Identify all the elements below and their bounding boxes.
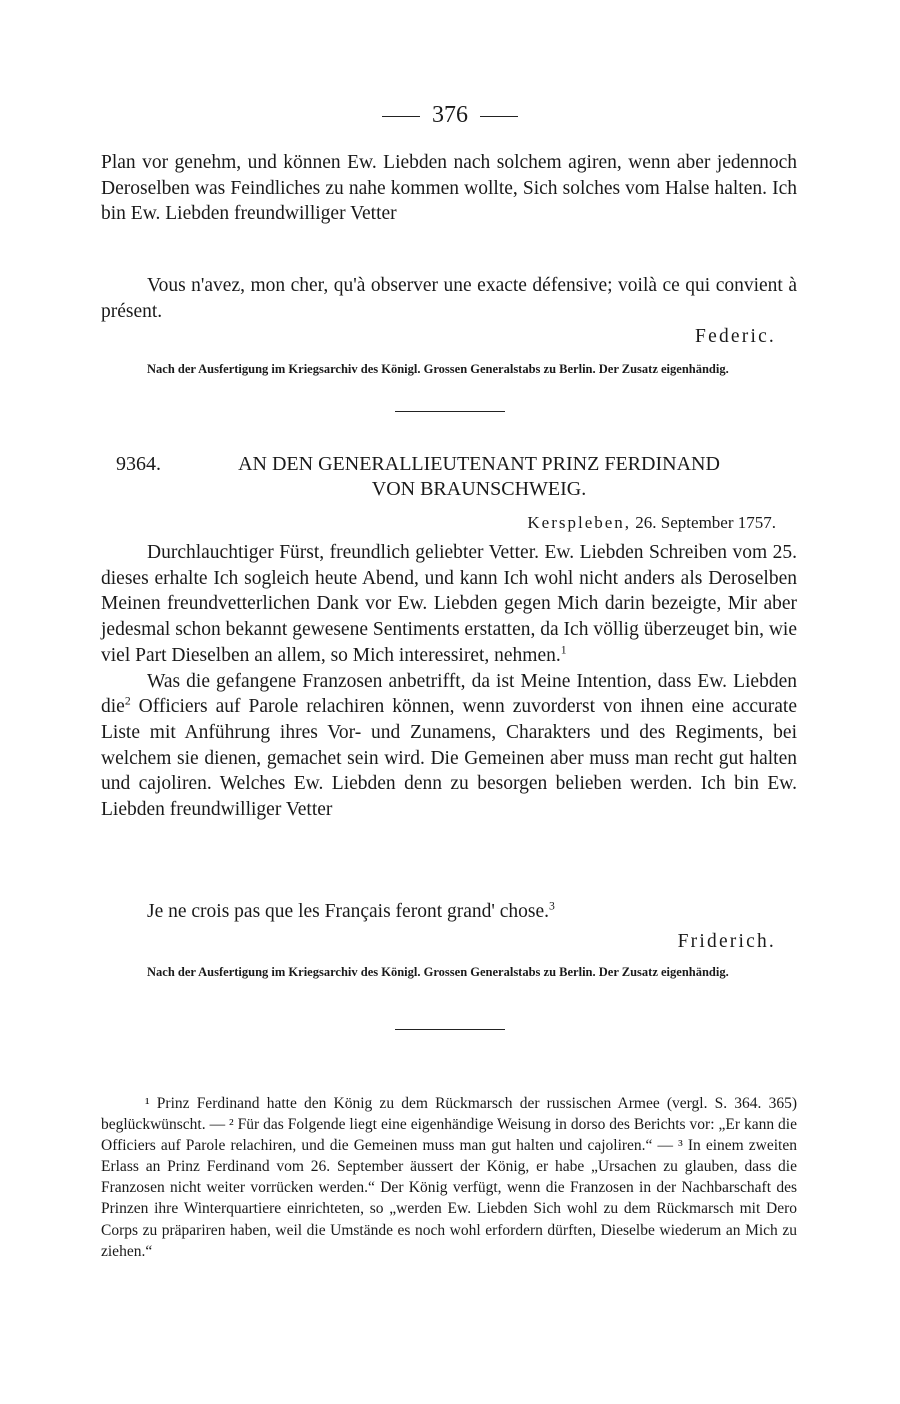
source-note-1 xyxy=(101,361,795,377)
section-divider xyxy=(395,411,505,412)
letter-heading xyxy=(101,452,797,502)
footnotes xyxy=(101,1093,797,1262)
footnote-ref-1: 1 xyxy=(560,643,567,657)
heading-line-1: AN DEN GENERALLIEUTENANT PRINZ FERDINAND xyxy=(238,453,720,475)
page-number: 376 xyxy=(432,102,468,128)
letter-body xyxy=(101,540,797,823)
paragraph-2-text-b: Officiers auf Parole relachiren können, wenn zuvorderst von ihnen eine accurate Liste mit Anführung ihres Vor- und Zunamens, Charakters und des Regiments, bei welchem sie dienen, gemachet sein wird. Die Gemeinen aber muss man recht gut halten und cajoliren. Welches Ew. Liebden denn zu besorgen belieben werden. Ich bin Ew. Liebden freundwilliger Vetter xyxy=(101,696,797,821)
letter-place: Kerspleben, xyxy=(527,513,632,532)
footnote-ref-3: 3 xyxy=(549,899,555,913)
heading-line-2: VON BRAUNSCHWEIG. xyxy=(371,478,587,500)
source-note-text: Nach der Ausfertigung im Kriegsarchiv des Königl. Grossen Generalstabs zu Berlin. Der Zusatz eigenhändig. xyxy=(147,965,729,979)
paragraph-1-text: Durchlauchtiger Fürst, freundlich geliebter Vetter. Ew. Liebden Schreiben vom 25. dieses erhalte Ich sogleich heute Abend, und kann Ich wohl nicht anders als Deroselben Meinen freundvetterlichen Dank vor Ew. Liebden gegen Mich darin bezeigte, Mir aber jedesmal schon bekannt gewesene Sentiments erstatten, da Ich völlig überzeuget bin, wie viel Part Dieselben an allem, so Mich interessiret, nehmen. xyxy=(101,542,797,666)
previous-letter-postscript xyxy=(101,273,797,324)
page-header xyxy=(0,100,900,130)
source-note-2 xyxy=(101,964,795,980)
letter-paragraph-2 xyxy=(101,669,797,823)
letter-postscript xyxy=(147,899,555,925)
letter-number: 9364. xyxy=(116,453,161,475)
previous-letter-paragraph: Plan vor genehm, und können Ew. Liebden nach solchem agiren, wenn aber jedennoch Deroselben was Feindliches zu nahe kommen wollte, Sich solches vom Halse halten. Ich bin Ew. Liebden freundwilliger Vetter xyxy=(101,152,797,225)
previous-letter-text xyxy=(101,150,797,227)
letter-dateline xyxy=(527,512,776,534)
letter-paragraph-1 xyxy=(101,540,797,669)
source-note-text: Nach der Ausfertigung im Kriegsarchiv des Königl. Grossen Generalstabs zu Berlin. Der Zusatz eigenhändig. xyxy=(147,362,729,376)
paragraph-2-text-a: Was die gefangene Franzosen anbetrifft, da ist Meine Intention, dass Ew. Liebden die xyxy=(101,670,797,718)
footnote-ref-2: 2 xyxy=(124,694,131,708)
signature-friderich: Friderich. xyxy=(677,931,776,952)
footnotes-text: ¹ Prinz Ferdinand hatte den König zu dem Rückmarsch der russischen Armee (vergl. S. 364. 365) beglückwünscht. — ² Für das Folgende liegt eine eigenhändige Weisung in dorso des Berichts vor: „Er kann die Officiers auf Parole relachiren, und die Gemeinen muss man gut halten und cajoliren.“ — ³ In einem zweiten Erlass an Prinz Ferdinand vom 26. September äussert der König, er habe „Ursachen zu glauben, dass die Franzosen nicht weiter vorrücken werden.“ Der König verfügt, wenn die Franzosen in der Nachbarschaft des Prinzen ihre Winterquartiere einrichteten, so „werden Ew. Liebden Sich wohl zu dem Rückmarsch mit Dero Corps zu präpariren haben, weil die Umstände es noch wohl erfordern dürften, Dieselbe wiederum an Mich zu ziehen.“ xyxy=(101,1095,797,1260)
letter-postscript-text: Je ne crois pas que les Français feront grand' chose. xyxy=(147,901,550,922)
header-dash-left xyxy=(382,116,420,117)
header-dash-right xyxy=(480,116,518,117)
signature-federic: Federic. xyxy=(695,326,776,347)
postscript-text: Vous n'avez, mon cher, qu'à observer une exacte défensive; voilà ce qui convient à présent. xyxy=(101,275,797,322)
letter-date: 26. September 1757. xyxy=(635,513,776,532)
footnote-divider xyxy=(395,1029,505,1030)
